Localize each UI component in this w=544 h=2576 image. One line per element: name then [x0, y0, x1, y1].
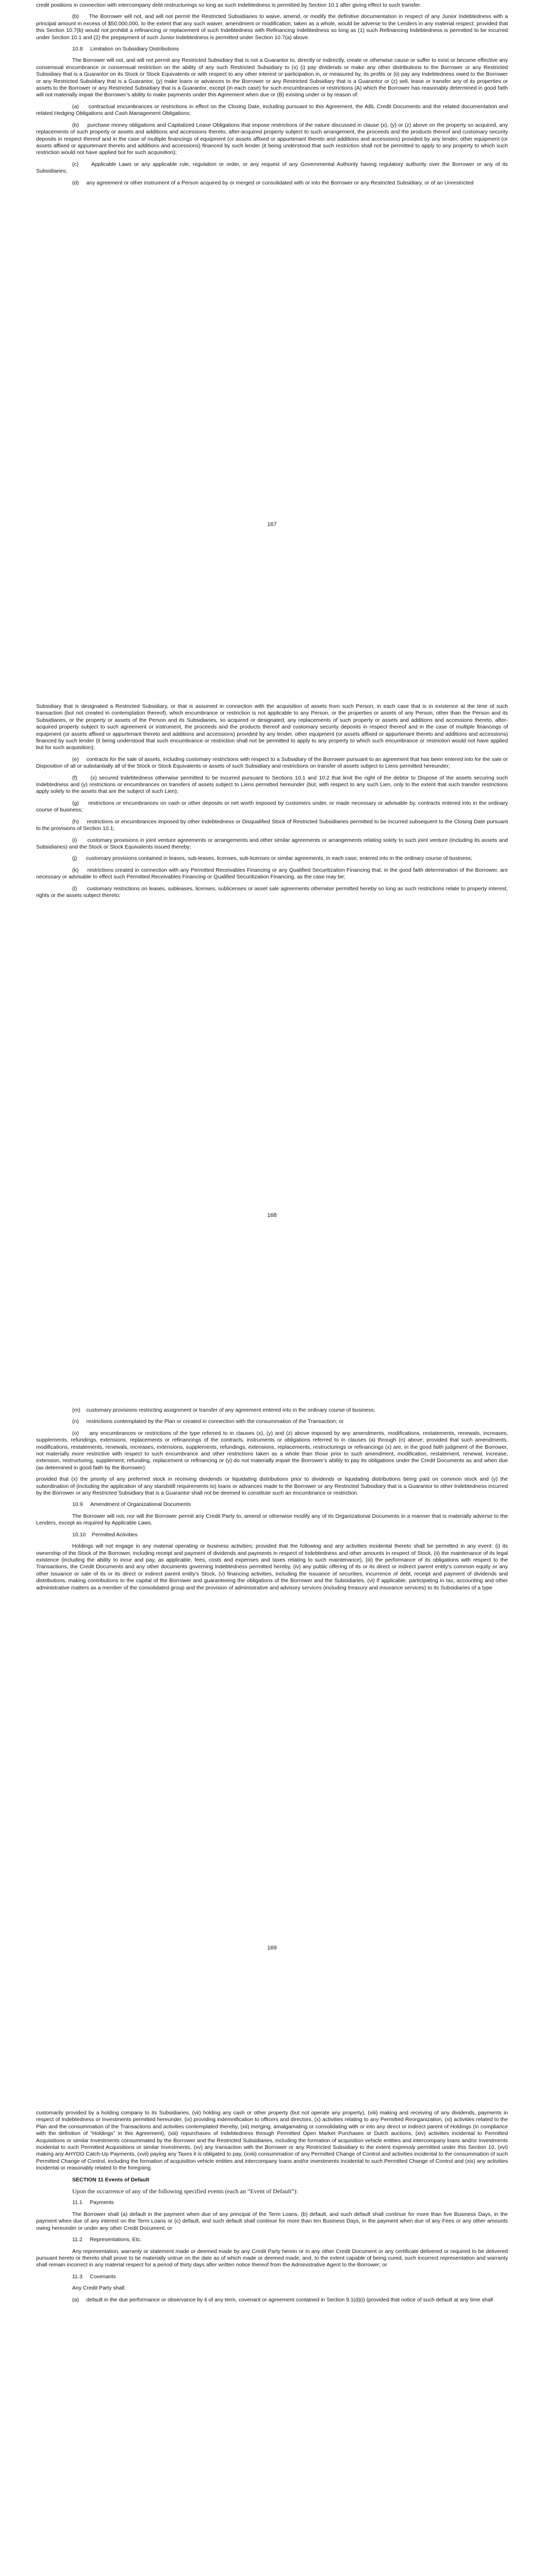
- paragraph: customarily provided by a holding company to its Subsidiaries, (vii) holding any cash or other property (but not operate any property), (viii) making and receiving of any dividends, payments in respect of Indebtedness or Investments permitted hereunder, (ix) providing indemnification to officers and directors, (x) activities relating to any Permitted Reorganization, (xi) activities related to the Plan and the consummation of the Transactions and activities contemplated thereby, (xii) merging, amalgamating or consolidating with or into any direct or indirect parent of Holdings (in compliance with the definition of “Holdings” in this Agreement), (xiii) repurchases of Indebtedness through Permitted Open Market Purchases or Dutch auctions, (xiv) activities incidental to Permitted Acquisitions or similar Investments consummated by the Borrower and the Restricted Subsidiaries, including the formation of acquisition vehicle entities and intercompany loans and/or Investments incidental to such Permitted Acquisitions or similar Investments, (xv) any transaction with the Borrower or any Restricted Subsidiary to the extent expressly permitted under this Section 10, (xvi) making any AHYDO Catch-Up Payments, (xvii) paying any Taxes it is obligated to pay, (xviii) consummation of any Permitted Change of Control and activities incidental to the consummation of such Permitted Change of Control, including the formation of acquisition vehicle entities and intercompany loans and/or investments incidental to such Permitted Change of Control and (xix) any activities incidental or reasonably related to the foregoing.: [36, 2110, 508, 2172]
- page-body: [36, 1407, 508, 1596]
- paragraph: The Borrower will not, nor will the Borrower permit any Credit Party to, amend or otherwise modify any of its Organizational Documents in a manner that is materially adverse to the Lenders, except as required by Applicable Laws.: [36, 1513, 508, 1527]
- paragraph: provided that (x) the priority of any preferred stock in receiving dividends or liquidating distributions prior to dividends or liquidating distributions being paid on common stock and (y) the subordination of (including the application of any standstill requirements to) loans or advances made to the Borrower or any Restricted Subsidiary that is a Guarantor to other Indebtedness incurred by the Borrower or any Restricted Subsidiary that is a Guarantor shall not be deemed to constitute such an encumbrance or restriction.: [36, 1476, 508, 1497]
- paragraph: (d) any agreement or other instrument of a Person acquired by or merged or consolidated with or into the Borrower or any Restricted Subsidiary, or of an Unrestricted: [72, 179, 474, 186]
- section-heading: 11.1 Payments: [72, 2199, 114, 2206]
- paragraph: The Borrower will not, and will not permit any Restricted Subsidiary that is not a Guarantor to, directly or indirectly, create or otherwise cause or suffer to exist or become effective any consensual encumbrance or consensual restriction on the ability of any such Restricted Subsidiary to (x) (i) pay dividends or make any other distributions to the Borrower or any Restricted Subsidiary that is a Guarantor on its Stock or Stock Equivalents or with respect to any other interest or participation in, or measured by, its profits or (ii) pay any Indebtedness owed to the Borrower or any Restricted Subsidiary that is a Guarantor, (y) make loans or advances to the Borrower or any Restricted Subsidiary that is a Guarantor or (z) sell, lease or transfer any of its properties or assets to the Borrower or any Restricted Subsidiary that is a Guarantor, except (in each case) for such encumbrances or restrictions (A) which the Borrower has reasonably determined in good faith will not materially impair the Borrower’s ability to make payments under this Agreement when due or (B) existing under or by reason of:: [36, 57, 508, 98]
- paragraph: (a) default in the due performance or observance by it of any term, covenant or agreement contained in Section 9.1(d)(i) (provided that notice of such default at any time shall: [72, 2296, 493, 2303]
- paragraph: (j) customary provisions contained in leases, sub-leases, licenses, sub-licenses or similar agreements, in each case, entered into in the ordinary course of business;: [72, 855, 472, 862]
- paragraph: Upon the occurrence of any of the following specified events (each an “Event of Default”):: [72, 2188, 298, 2195]
- paragraph: (b) purchase money obligations and Capitalized Lease Obligations that impose restrictions of the nature discussed in clause (x), (y) or (z) above on the property so acquired, any replacements of such property or assets and additions and accessions thereto, after-acquired property subject to such arrangement, the proceeds and the products thereof and customary security deposits in respect thereof and in the case of multiple financings of equipment (or assets affixed or appurtenant thereto and additions and accessions) provided by any lender, other equipment (or assets affixed or appurtenant thereto and additions and accessions) financed by such lender (it being understood that such restriction shall not be permitted to apply to any property to which such restriction would not have applied but for such acquisition);: [36, 122, 508, 156]
- paragraph: (o) any encumbrances or restrictions of the type referred to in clauses (x), (y) and (z) above imposed by any amendments, modifications, restatements, renewals, increases, supplements, refundings, extensions, replacements or refinancings of the contracts, instruments or obligations referred to in clauses (a) through (n) above; provided that such amendments, modifications, restatements, renewals, increases, extensions, supplements, refundings, extensions, replacements, restructurings or refinancings (x) are, in the good faith judgment of the Borrower, not materially more restrictive with respect to such encumbrance and other restrictions taken as a whole than those prior to such amendment, modification, restatement, renewal, increase, extension, restructuring, supplement, refunding, replacement or refinancing or (y) do not materially impair the Borrower’s ability to pay its obligations under the Credit Documents as and when due (as determined in good faith by the Borrower);: [36, 1430, 508, 1471]
- page-number: 168: [267, 1212, 277, 1218]
- section-heading: 10.9 Amendment of Organizational Documents: [72, 1501, 191, 1508]
- paragraph: (b) The Borrower will not, and will not permit the Restricted Subsidiaries to waive, amend, or modify the definitive documentation in respect of any Junior Indebtedness with a principal amount in excess of $50,000,000, to the extent that any such waiver, amendment or modification, taken as a whole, would be adverse to the Lenders in any material respect; provided that this Section 10.7(b) would not prohibit a refinancing or replacement of such Indebtedness with Refinancing Indebtedness so long as (1) such Refinancing Indebtedness is permitted to be incurred under Section 10.1 and (2) the prepayment of such Junior Indebtedness is permitted under Section 10.7(a) above.: [36, 13, 508, 41]
- paragraph: (g) restrictions or encumbrances on cash or other deposits or net worth imposed by customers under, or made necessary or advisable by, contracts entered into in the ordinary course of business;: [36, 800, 508, 814]
- section-heading: 11.3 Covenants: [72, 2273, 116, 2280]
- paragraph: (f) (x) secured Indebtedness otherwise permitted to be incurred pursuant to Sections 10.1 and 10.2 that limit the right of the debtor to Dispose of the assets securing such Indebtedness and (y) restrictions or encumbrances on transfers of assets subject to Liens permitted hereunder (but, with respect to any such Lien, only to the extent that such transfer restrictions apply solely to the assets that are the subject of such Lien);: [36, 774, 508, 795]
- paragraph: (c) Applicable Laws or any applicable rule, regulation or order, or any request of any Governmental Authority having regulatory authority over the Borrower or any of its Subsidiaries;: [36, 161, 508, 175]
- page-body: [36, 2110, 508, 2308]
- page-number: 167: [267, 521, 277, 528]
- page-body: [36, 2, 508, 191]
- page-169: [0, 1406, 544, 2110]
- paragraph: The Borrower shall (a) default in the payment when due of any principal of the Term Loans, (b) default, and such default shall continue for more than five Business Days, in the payment when due of any interest on the Term Loans or (c) default, and such default shall continue for more than ten Business Days, in the payment when due of any Fees or any other amounts owing hereunder or under any other Credit Document; or: [36, 2211, 508, 2231]
- paragraph: (k) restrictions created in connection with any Permitted Receivables Financing or any Qualified Securitization Financing that, in the good faith determination of the Borrower, are necessary or advisable to effect such Permitted Receivables Financing or Qualified Securitization Financing, as the case may be;: [36, 867, 508, 880]
- paragraph: (e) contracts for the sale of assets, including customary restrictions with respect to a Subsidiary of the Borrower pursuant to an agreement that has been entered into for the sale or Disposition of all or substantially all of the Stock or Stock Equivalents or assets of such Subsidiary and restrictions on transfer of assets subject to Liens permitted hereunder;: [36, 756, 508, 770]
- page-number: 169: [267, 1945, 277, 1951]
- paragraph: Holdings will not engage in any material operating or business activities; provided that the following and any activities incidental thereto shall be permitted in any event: (i) its ownership of the Stock of the Borrower, including receipt and payment of dividends and payments in respect of Indebtedness and other amounts in respect of Stock, (ii) the maintenance of its legal existence (including the ability to incur and pay, as applicable, fees, costs and expenses and taxes relating to such maintenance), (iii) the performance of its obligations with respect to the Transactions, the Credit Documents and any other documents governing Indebtedness permitted hereby, (iv) any public offering of its or its direct or indirect parent entity’s common equity or any other issuance or sale of its or its direct or indirect parent entity’s Stock, (v) financing activities, including the issuance of securities, incurrence of debt, receipt and payment of dividends and distributions, making contributions to the capital of the Borrower and guaranteeing the obligations of the Borrower and the Subsidiaries, (vi) if applicable, participating in tax, accounting and other administrative matters as a member of the consolidated group and the provision of administrative and advisory services (including treasury and insurance services) to its Subsidiaries of a type: [36, 1543, 508, 1591]
- page-body: [36, 703, 508, 904]
- paragraph: (i) customary provisions in joint venture agreements or arrangements and other similar agreements or arrangements relating solely to such joint venture (including its assets and Subsidiaries) and the Stock or Stock Equivalents issued thereby;: [36, 837, 508, 850]
- section-heading: 11.2 Representations, Etc.: [72, 2236, 142, 2243]
- paragraph: Any representation, warranty or statement made or deemed made by any Credit Party herein or in any other Credit Document or any certificate delivered or required to be delivered pursuant hereto or thereto shall prove to be materially untrue on the date as of which made or deemed made, and, to the extent capable of being cured, such incorrect representation and warranty shall remain incorrect in any material respect for a period of thirty days after written notice thereof from the Administrative Agent to the Borrower; or: [36, 2248, 508, 2268]
- section-heading: 10.8 Limitation on Subsidiary Distributions: [72, 46, 179, 53]
- section-title: SECTION 11 Events of Default: [72, 2176, 150, 2183]
- section-heading: 10.10 Permitted Activities: [72, 1531, 138, 1538]
- paragraph: (m) customary provisions restricting assignment or transfer of any agreement entered into in the ordinary course of business;: [72, 1407, 375, 1413]
- page-168: [0, 703, 544, 1406]
- paragraph: (a) contractual encumbrances or restrictions in effect on the Closing Date, including pursuant to this Agreement, the ABL Credit Documents and the related documentation and related Hedging Obligations and Cash Management Obligations;: [36, 103, 508, 117]
- paragraph: Subsidiary that is designated a Restricted Subsidiary, or that is assumed in connection with the acquisition of assets from such Person, in each case that is in existence at the time of such transaction (but not created in contemplation thereof), which encumbrance or restriction is not applicable to any Person, or the properties or assets of any Person, other than the Person and its Subsidiaries, or the property or assets of the Person and its Subsidiaries, so acquired or designated, any replacements of such property or assets and additions and accessions thereto, after-acquired property subject to such agreement or instrument, the proceeds and the products thereof and customary security deposits in respect thereof and in the case of multiple financings of equipment (or assets affixed or appurtenant thereto and additions and accessions) provided by any lender, other equipment (or assets affixed or appurtenant thereto and additions and accessions) financed by such lender (it being understood that such encumbrance or restriction shall not be permitted to apply to any property to which such encumbrance or restriction would not have applied but for such acquisition);: [36, 703, 508, 751]
- paragraph: credit positions in connection with intercompany debt restructurings so long as such Indebtedness is permitted by Section 10.1 after giving effect to such transfer.: [36, 2, 421, 8]
- page-170: [0, 2110, 544, 2576]
- paragraph: (h) restrictions or encumbrances imposed by other Indebtedness or Disqualified Stock of Restricted Subsidiaries permitted to be incurred subsequent to the Closing Date pursuant to the provisions of Section 10.1;: [36, 818, 508, 832]
- page-167: [0, 0, 544, 703]
- paragraph: (l) customary restrictions on leases, subleases, licenses, sublicenses or asset sale agreements otherwise permitted hereby so long as such restrictions relate to property interest, rights or the assets subject thereto;: [36, 885, 508, 899]
- paragraph: Any Credit Party shall:: [72, 2285, 126, 2292]
- paragraph: (n) restrictions contemplated by the Plan or created in connection with the consummation of the Transaction; or: [72, 1418, 344, 1425]
